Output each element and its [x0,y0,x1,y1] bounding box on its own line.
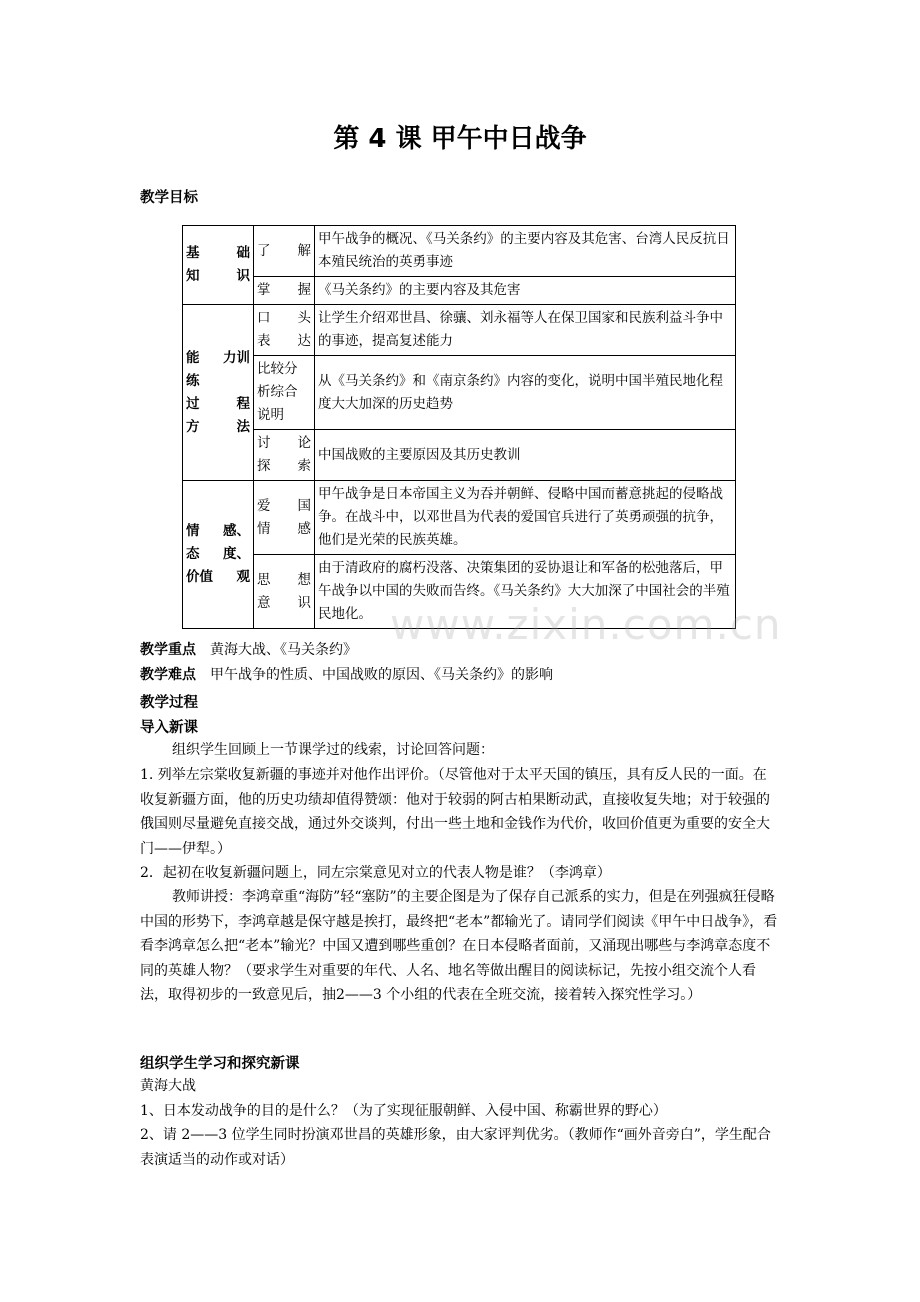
objective-content: 《马关条约》的主要内容及其危害 [315,277,736,305]
sub-category: 了 解 [254,226,315,277]
key-point: 教学重点 黄海大战、《马关条约》 [140,642,357,658]
item-1: 1、日本发动战争的目的是什么？（为了实现征服朝鲜、入侵中国、称霸世界的野心） [140,1103,667,1119]
intro-heading: 导入新课 [140,720,198,736]
page-title: 第 4 课 甲午中日战争 [333,124,587,154]
sub-category: 讨 论 探 索 [254,430,315,481]
sub-category: 掌 握 [254,277,315,305]
sub-category: 比较分 析综合 说明 [254,356,315,430]
question-1: 1. 列举左宗棠收复新疆的事迹并对他作出评价。（尽管他对于太平天国的镇压，具有反人民的一面。在收复新疆方面，他的历史功绩却值得赞颂：他对于较弱的阿古柏果断动武，直接收复失地；对于较强的俄国则尽量避免直接交战，通过外交谈判，付出一些土地和金钱作为代价，收回价值更为重要的安全大门——伊犁。） [140,767,770,857]
objective-content: 由于清政府的腐朽没落、决策集团的妥协退让和军备的松弛落后，甲午战争以中国的失败而告终。《马关条约》大大加深了中国社会的半殖民地化。 [315,555,736,629]
category-basic-knowledge: 基 础 知 识 [183,226,254,305]
difficulty: 教学难点 甲午战争的性质、中国战败的原因、《马关条约》的影响 [140,667,553,683]
category-ability-process: 能 力训 练 过 程 方 法 [183,305,254,481]
intro-paragraph: 组织学生回顾上一节课学过的线索，讨论回答问题： [172,742,494,758]
question-2: 2．起初在收复新疆问题上，同左宗棠意见对立的代表人物是谁？（李鸿章） [140,865,611,881]
objective-content: 甲午战争是日本帝国主义为吞并朝鲜、侵略中国而蓄意挑起的侵略战争。在战斗中，以邓世昌为代表的爱国官兵进行了英勇顽强的抗争，他们是光荣的民族英雄。 [315,481,736,555]
category-emotion-values: 情 感、 态 度、 价值 观 [183,481,254,629]
objectives-table [182,225,736,629]
study-heading: 组织学生学习和探究新课 [140,1056,300,1072]
teacher-paragraph: 教师讲授：李鸿章重“海防”轻“塞防”的主要企图是为了保存自己派系的实力，但是在列强疯狂侵略中国的形势下，李鸿章越是保守越是挨打，最终把“老本”都输光了。请同学们阅读《甲午中日战争》，看看李鸿章怎么把“老本”输光？中国又遭到哪些重创？在日本侵略者面前，又涌现出哪些与李鸿章态度不同的英雄人物？（要求学生对重要的年代、人名、地名等做出醒目的阅读标记，先按小组交流个人看法，取得初步的一致意见后，抽2——3 个小组的代表在全班交流，接着转入探究性学习。） [140,889,778,1003]
watermark: www.zixin.com.cn [390,600,782,649]
objective-content: 让学生介绍邓世昌、徐骧、刘永福等人在保卫国家和民族利益斗争中的事迹，提高复述能力 [315,305,736,356]
section-title: 黄海大战 [140,1078,196,1094]
objectives-heading: 教学目标 [140,190,198,206]
objective-content: 从《马关条约》和《南京条约》内容的变化，说明中国半殖民地化程度大大加深的历史趋势 [315,356,736,430]
objective-content: 中国战败的主要原因及其历史教训 [315,430,736,481]
sub-category: 思 想 意 识 [254,555,315,629]
sub-category: 口 头 表 达 [254,305,315,356]
objective-content: 甲午战争的概况、《马关条约》的主要内容及其危害、台湾人民反抗日本殖民统治的英勇事迹 [315,226,736,277]
process-heading: 教学过程 [140,695,198,711]
item-2: 2、请 2——3 位学生同时扮演邓世昌的英雄形象，由大家评判优劣。（教师作“画外音旁白”，学生配合表演适当的动作或对话） [140,1127,771,1168]
sub-category: 爱 国 情 感 [254,481,315,555]
